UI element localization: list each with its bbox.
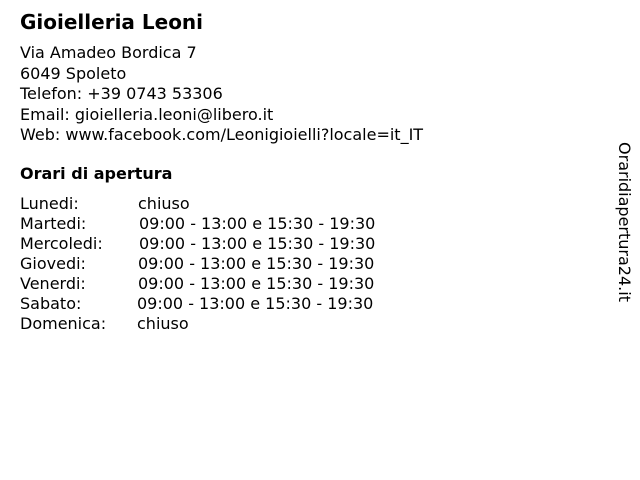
day-hours: 09:00 - 13:00 e 15:30 - 19:30 xyxy=(138,254,375,273)
site-brand-vertical: Oraridiapertura24.it xyxy=(615,142,634,302)
day-hours: 09:00 - 13:00 e 15:30 - 19:30 xyxy=(139,234,376,253)
day-label: Venerdi: xyxy=(20,274,86,293)
day-label: Domenica: xyxy=(20,314,107,333)
day-hours: 09:00 - 13:00 e 15:30 - 19:30 xyxy=(137,294,374,313)
shop-title: Gioielleria Leoni xyxy=(20,10,204,34)
email-line: Email: gioielleria.leoni@libero.it xyxy=(20,104,274,124)
day-hours: 09:00 - 13:00 e 15:30 - 19:30 xyxy=(138,274,375,293)
contact-block xyxy=(20,43,423,146)
day-label: Martedi: xyxy=(20,214,87,233)
day-label: Sabato: xyxy=(20,294,82,313)
day-hours: chiuso xyxy=(138,194,190,213)
web-line: Web: www.facebook.com/Leonigioielli?locale=it_IT xyxy=(20,125,424,144)
day-label: Mercoledi: xyxy=(20,234,103,253)
day-label: Giovedi: xyxy=(20,254,86,273)
day-hours: 09:00 - 13:00 e 15:30 - 19:30 xyxy=(139,214,376,233)
address-line: Via Amadeo Bordica 7 xyxy=(20,43,197,62)
day-label: Lunedi: xyxy=(20,194,79,213)
phone-line: Telefon: +39 0743 53306 xyxy=(20,84,223,103)
day-hours: chiuso xyxy=(137,314,189,333)
city-line: 6049 Spoleto xyxy=(20,63,127,83)
opening-hours-heading: Orari di apertura xyxy=(20,164,173,183)
